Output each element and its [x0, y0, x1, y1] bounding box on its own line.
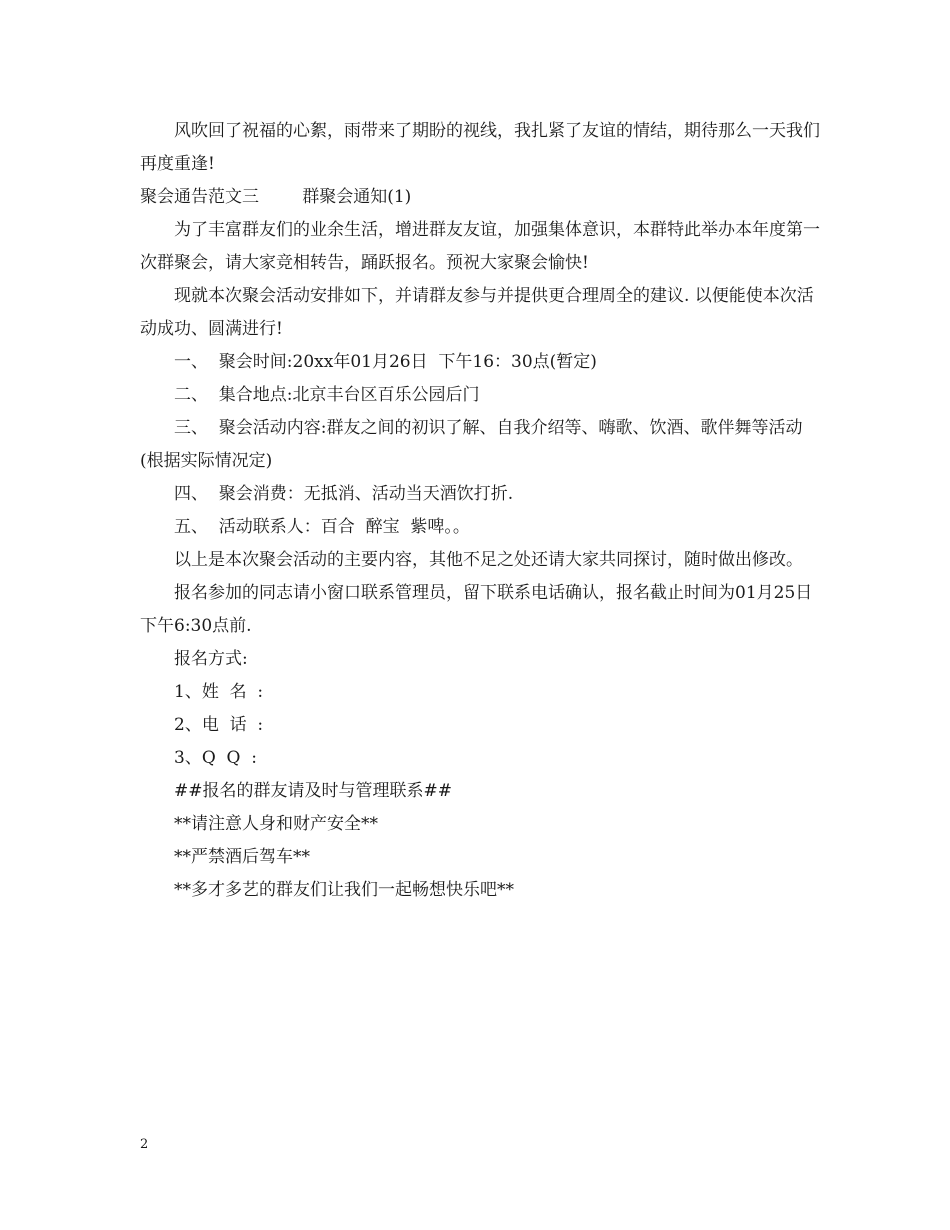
note-enjoy: **多才多艺的群友们让我们一起畅想快乐吧** [174, 880, 514, 900]
registration-field-qq: 3、Q Q : [174, 748, 258, 768]
item-cost: 四、 聚会消费：无抵消、活动当天酒饮打折. [174, 484, 514, 504]
paragraph-registration: 报名参加的同志请小窗口联系管理员，留下联系电话确认，报名截止时间为01月25日下午6:30点前. [140, 583, 813, 636]
paragraph-summary: 以上是本次聚会活动的主要内容，其他不足之处还请大家共同探讨，随时做出修改。 [174, 550, 803, 570]
registration-field-name: 1、姓 名 : [174, 682, 264, 702]
page-number: 2 [140, 1137, 149, 1152]
item-time: 一、 聚会时间:20xx年01月26日 下午16：30点(暂定) [174, 352, 597, 372]
document-body [140, 115, 820, 907]
item-location: 二、 集合地点:北京丰台区百乐公园后门 [174, 385, 480, 405]
item-activities: 三、 聚会活动内容:群友之间的初识了解、自我介绍等、嗨歌、饮酒、歌伴舞等活动(根据实际情况定) [140, 418, 803, 471]
note-contact-admin: ##报名的群友请及时与管理联系## [174, 781, 452, 801]
note-no-drunk-driving: **严禁酒后驾车** [174, 847, 310, 867]
section-heading: 聚会通告范文三 群聚会通知(1) [140, 187, 412, 207]
paragraph-intro: 为了丰富群友们的业余生活，增进群友友谊，加强集体意识，本群特此举办本年度第一次群聚会，请大家竞相转告，踊跃报名。预祝大家聚会愉快! [140, 220, 820, 273]
paragraph-closing-wish: 风吹回了祝福的心絮，雨带来了期盼的视线，我扎紧了友谊的情结，期待那么一天我们再度重逢! [140, 121, 820, 174]
registration-method-label: 报名方式: [174, 649, 248, 669]
registration-field-phone: 2、电 话 : [174, 715, 264, 735]
paragraph-arrangement: 现就本次聚会活动安排如下，并请群友参与并提供更合理周全的建议. 以便能使本次活动成功、圆满进行! [140, 286, 814, 339]
item-contacts: 五、 活动联系人：百合 醉宝 紫啤。。 [174, 517, 470, 537]
note-safety: **请注意人身和财产安全** [174, 814, 378, 834]
